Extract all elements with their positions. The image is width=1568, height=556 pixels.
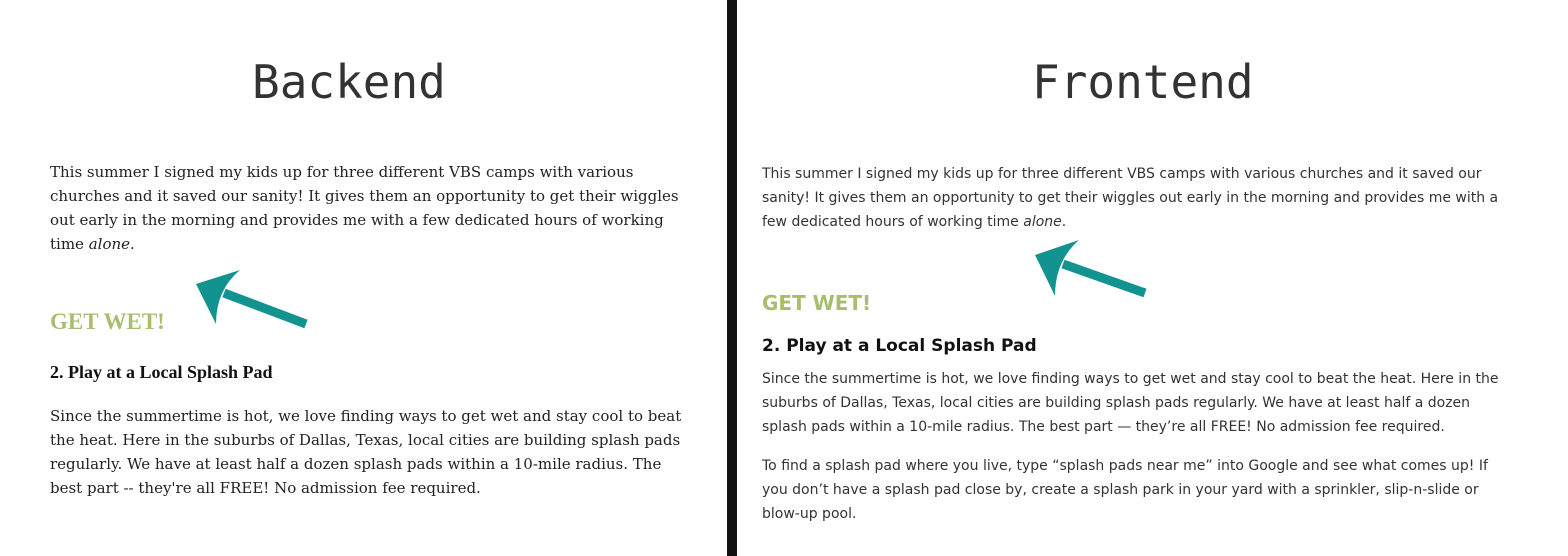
backend-splash-paragraph: Since the summertime is hot, we love finding ways to get wet and stay cool to beat the heat. Here in the suburbs of Dallas, Texas, local cities are building splash pads regularly. We have at least half a dozen splash pads within a 10-mile radius. The best part -- they're all FREE! No admission fee required.	[50, 407, 682, 497]
frontend-arrow-icon	[1035, 240, 1145, 296]
backend-intro-emphasis: alone	[88, 235, 131, 253]
frontend-intro-paragraph	[762, 162, 1512, 234]
backend-intro-text: This summer I signed my kids up for three different VBS camps with various churches and it saved our sanity! It gives them an opportunity to get their wiggles out early in the morning and provides me with a few dedicated hours of working time	[50, 163, 679, 253]
backend-heading-get-wet: GET WET!	[50, 309, 165, 334]
backend-arrow-icon	[196, 270, 306, 324]
frontend-find-paragraph: To find a splash pad where you live, type “splash pads near me” into Google and see what comes up! If you don’t have a splash pad close by, create a splash park in your yard with a sprinkler, slip-n-slide or blow-up pool.	[762, 458, 1488, 522]
backend-intro-end: .	[130, 235, 135, 253]
frontend-heading-splash-pad: 2. Play at a Local Splash Pad	[762, 336, 1037, 356]
backend-heading-splash-pad: 2. Play at a Local Splash Pad	[50, 362, 273, 382]
frontend-intro-emphasis: alone	[1023, 214, 1062, 230]
frontend-heading-get-wet: GET WET!	[762, 291, 872, 315]
backend-intro-paragraph	[50, 160, 695, 256]
frontend-splash-paragraph: Since the summertime is hot, we love finding ways to get wet and stay cool to beat the heat. Here in the suburbs of Dallas, Texas, local cities are building splash pads regularly. We have at least half a dozen splash pads within a 10-mile radius. The best part — they’re all FREE! No admission fee required.	[762, 371, 1499, 435]
frontend-title: Frontend	[1032, 55, 1254, 109]
backend-title: Backend	[252, 55, 446, 109]
frontend-intro-text: This summer I signed my kids up for three different VBS camps with various churches and it saved our sanity! It gives them an opportunity to get their wiggles out early in the morning and provides me with a few dedicated hours of working time	[762, 166, 1499, 230]
frontend-intro-end: .	[1061, 214, 1067, 230]
panel-divider	[727, 0, 737, 556]
